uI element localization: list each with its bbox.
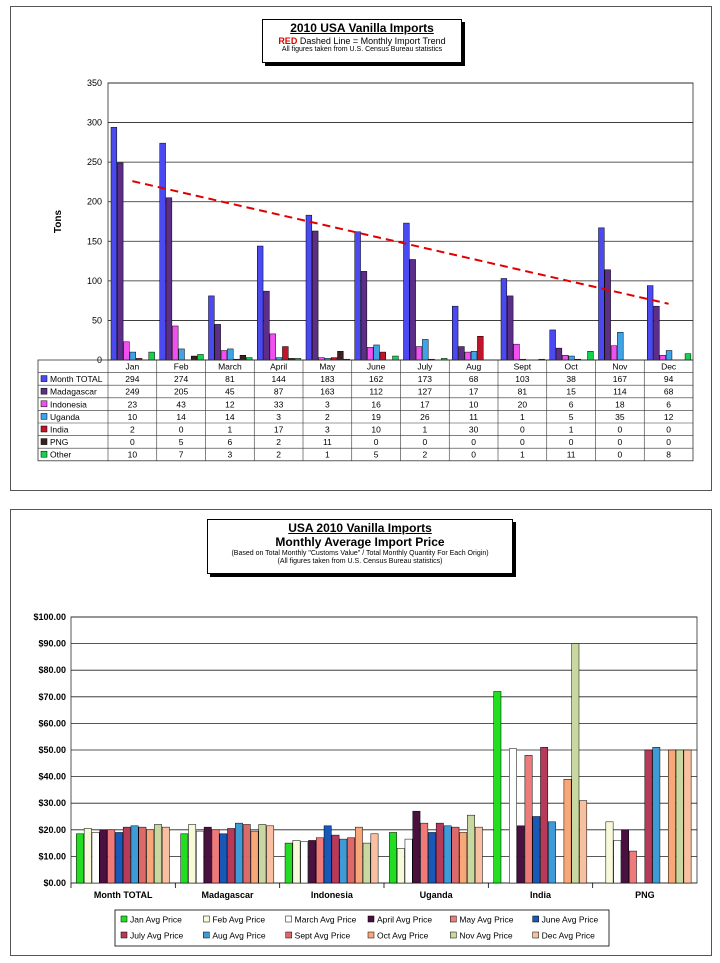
legend-swatch-month-total (41, 376, 47, 382)
x-tick-label: India (529, 890, 552, 900)
bar-dec-avg-price-month-total (162, 827, 169, 883)
legend-label-dec-avg-price: Dec Avg Price (541, 930, 595, 941)
x-tick-label: May (319, 361, 336, 372)
bar-madagascar-aug (459, 347, 465, 360)
x-tick-label: Aug (466, 361, 482, 372)
chart2-svg (11, 510, 711, 955)
legend-swatch-india (41, 426, 47, 432)
table-value-month-total-may: 183 (320, 374, 335, 385)
bar-month-total-april (257, 246, 263, 360)
bar-month-total-sept (501, 278, 507, 360)
bar-other-feb (198, 354, 204, 360)
table-value-uganda-dec: 12 (663, 411, 674, 422)
bar-madagascar-sept (507, 296, 513, 360)
bar-png-feb (191, 356, 197, 360)
table-value-uganda-nov: 35 (615, 411, 625, 422)
table-value-uganda-aug: 11 (469, 411, 479, 422)
bar-sept-avg-price-month-total (139, 827, 146, 883)
table-value-indonesia-oct: 6 (568, 399, 574, 410)
monthly-imports-chart-panel (10, 6, 712, 491)
bar-sept-avg-price-madagascar (243, 824, 250, 883)
bar-other-jan (149, 352, 155, 360)
bar-uganda-dec (666, 351, 672, 360)
bar-jan-avg-price-uganda (389, 832, 396, 883)
x-tick-label: Sept (513, 361, 532, 372)
y-tick-label: 150 (86, 236, 102, 247)
bar-madagascar-april (264, 291, 270, 360)
chart2-subtitle: Monthly Average Import Price (275, 534, 445, 549)
legend-label-sept-avg-price: Sept Avg Price (294, 930, 351, 941)
bar-month-total-nov (599, 228, 605, 360)
legend-swatch-nov-avg-price (450, 932, 456, 938)
chart1-svg (11, 7, 711, 490)
table-value-madagascar-nov: 114 (613, 386, 627, 397)
bar-month-total-jan (111, 127, 117, 360)
bar-april-avg-price-uganda (413, 811, 420, 883)
table-value-indonesia-dec: 6 (666, 399, 671, 410)
bar-madagascar-june (361, 271, 367, 360)
y-tick-label: $80.00 (38, 665, 66, 676)
y-tick-label: $50.00 (38, 745, 66, 755)
bar-nov-avg-price-uganda (467, 815, 474, 883)
table-value-uganda-oct: 5 (568, 411, 574, 422)
bar-indonesia-sept (514, 344, 520, 360)
bar-jan-avg-price-month-total (76, 834, 83, 883)
table-value-png-jan: 0 (130, 437, 135, 448)
y-tick-label: $70.00 (38, 691, 66, 702)
bar-uganda-aug (471, 351, 477, 360)
table-value-uganda-july: 26 (420, 411, 430, 422)
table-value-indonesia-sept: 20 (517, 399, 528, 410)
table-value-madagascar-july: 127 (417, 386, 432, 397)
legend-label-uganda: Uganda (50, 411, 80, 422)
y-tick-label: 300 (86, 117, 102, 128)
table-value-uganda-june: 19 (371, 411, 381, 422)
table-value-png-july: 0 (422, 437, 428, 448)
bar-march-avg-price-month-total (92, 832, 99, 883)
bar-july-avg-price-png (645, 750, 652, 883)
table-value-png-feb: 5 (178, 437, 184, 448)
chart1-subtitle-rest: Dashed Line = Monthly Import Trend (297, 35, 446, 46)
y-tick-label: $40.00 (38, 771, 66, 782)
y-tick-label: 200 (86, 196, 102, 207)
table-value-madagascar-aug: 17 (468, 386, 479, 397)
table-value-indonesia-nov: 18 (615, 399, 625, 410)
table-value-png-may: 11 (322, 437, 332, 448)
table-value-uganda-feb: 14 (176, 411, 186, 422)
bar-other-oct (588, 351, 594, 360)
bar-sept-avg-price-indonesia (347, 838, 354, 883)
bar-june-avg-price-month-total (115, 832, 122, 883)
bar-nov-avg-price-indonesia (363, 843, 370, 883)
bar-dec-avg-price-madagascar (267, 826, 274, 883)
table-value-png-dec: 0 (666, 437, 671, 448)
bar-other-dec (685, 354, 691, 360)
bar-uganda-july (422, 339, 428, 360)
bar-madagascar-may (312, 231, 318, 360)
bar-june-avg-price-madagascar (220, 834, 227, 883)
table-value-madagascar-june: 112 (369, 386, 383, 397)
legend-swatch-oct-avg-price (368, 932, 374, 938)
table-value-india-march: 1 (227, 424, 233, 435)
legend-box (115, 910, 609, 946)
legend-swatch-feb-avg-price (203, 916, 209, 922)
bar-indonesia-jan (124, 342, 130, 360)
y-tick-label: $60.00 (38, 718, 66, 729)
legend-swatch-june-avg-price (533, 916, 539, 922)
table-value-other-feb: 7 (178, 449, 184, 460)
bar-oct-avg-price-month-total (147, 830, 154, 883)
legend-swatch-png (41, 439, 47, 445)
bar-jan-avg-price-indonesia (285, 843, 292, 883)
bar-feb-avg-price-indonesia (293, 840, 300, 883)
bar-jan-avg-price-madagascar (181, 834, 188, 883)
legend-swatch-madagascar (41, 388, 47, 394)
table-value-indonesia-march: 12 (225, 399, 235, 410)
table-value-uganda-sept: 1 (520, 411, 525, 422)
bar-dec-avg-price-india (580, 801, 587, 883)
table-value-uganda-jan: 10 (127, 411, 138, 422)
legend-label-month-total: Month TOTAL (50, 374, 103, 385)
legend-label-other: Other (50, 449, 72, 460)
table-value-uganda-may: 2 (325, 411, 330, 422)
x-tick-label: Dec (661, 361, 677, 372)
legend-label-aug-avg-price: Aug Avg Price (212, 930, 266, 941)
table-value-indonesia-jan: 23 (127, 399, 138, 410)
table-value-month-total-april: 144 (271, 374, 286, 385)
bar-month-total-oct (550, 330, 556, 360)
legend-swatch-jan-avg-price (121, 916, 127, 922)
bar-march-avg-price-madagascar (196, 831, 203, 883)
table-value-madagascar-may: 163 (320, 386, 335, 397)
bar-april-avg-price-madagascar (204, 827, 211, 883)
table-value-indonesia-april: 33 (273, 399, 284, 410)
x-tick-label: April (270, 361, 288, 372)
table-value-indonesia-may: 3 (325, 399, 330, 410)
bar-dec-avg-price-indonesia (371, 834, 378, 883)
table-value-india-feb: 0 (178, 424, 184, 435)
bar-indonesia-dec (660, 355, 666, 360)
bar-uganda-march (227, 349, 233, 360)
bar-nov-avg-price-india (572, 644, 579, 883)
bar-feb-avg-price-png (606, 822, 613, 883)
bar-dec-avg-price-png (684, 750, 691, 883)
bar-oct-avg-price-uganda (460, 832, 467, 883)
y-tick-label: $100.00 (33, 612, 66, 622)
bar-nov-avg-price-month-total (154, 824, 161, 883)
x-tick-label: Uganda (419, 890, 453, 900)
legend-swatch-sept-avg-price (286, 932, 292, 938)
table-value-png-nov: 0 (617, 437, 623, 448)
table-value-uganda-april: 3 (276, 411, 281, 422)
bar-indonesia-aug (465, 352, 471, 360)
table-value-month-total-dec: 94 (663, 374, 674, 385)
bar-aug-avg-price-uganda (444, 826, 451, 883)
table-value-indonesia-june: 16 (371, 399, 381, 410)
legend-label-july-avg-price: July Avg Price (130, 930, 184, 941)
bar-uganda-oct (569, 356, 575, 360)
table-value-india-april: 17 (273, 424, 284, 435)
table-value-india-oct: 1 (568, 424, 574, 435)
bar-png-may (338, 351, 344, 360)
table-value-india-nov: 0 (617, 424, 623, 435)
table-value-other-dec: 8 (666, 449, 671, 460)
bar-feb-avg-price-month-total (84, 828, 91, 883)
table-value-png-sept: 0 (520, 437, 525, 448)
bar-indonesia-july (416, 347, 422, 360)
legend-swatch-indonesia (41, 401, 47, 407)
bar-india-april (282, 347, 288, 360)
y-tick-label: 100 (86, 275, 102, 286)
legend-swatch-march-avg-price (286, 916, 292, 922)
legend-label-india: India (50, 424, 69, 435)
bar-oct-avg-price-indonesia (355, 827, 362, 883)
bar-indonesia-feb (172, 326, 178, 360)
bar-july-avg-price-india (541, 747, 548, 883)
chart2-note-1: (Based on Total Monthly "Customs Value" / Total Monthly Quantity For Each Origin) (231, 549, 489, 557)
bar-oct-avg-price-png (668, 750, 675, 883)
bar-june-avg-price-uganda (428, 832, 435, 883)
bar-oct-avg-price-india (564, 779, 571, 883)
bar-july-avg-price-madagascar (228, 828, 235, 883)
bar-nov-avg-price-madagascar (259, 824, 266, 883)
legend-label-jan-avg-price: Jan Avg Price (130, 914, 182, 925)
bar-april-avg-price-indonesia (308, 840, 315, 883)
table-value-india-jan: 2 (130, 424, 135, 435)
x-tick-label: Nov (612, 361, 628, 372)
table-value-indonesia-july: 17 (420, 399, 430, 410)
bar-month-total-aug (452, 306, 458, 360)
bar-may-avg-price-uganda (421, 823, 428, 883)
bar-oct-avg-price-madagascar (251, 831, 258, 883)
legend-swatch-aug-avg-price (203, 932, 209, 938)
table-value-png-april: 2 (276, 437, 281, 448)
bar-uganda-jan (130, 352, 136, 360)
legend-label-april-avg-price: April Avg Price (377, 914, 433, 925)
bar-sept-avg-price-uganda (452, 827, 459, 883)
bar-madagascar-nov (605, 270, 611, 360)
bar-uganda-feb (179, 349, 185, 360)
legend-swatch-may-avg-price (450, 916, 456, 922)
bar-aug-avg-price-png (653, 747, 660, 883)
table-value-india-june: 10 (371, 424, 381, 435)
y-tick-label: 0 (96, 355, 102, 365)
table-value-madagascar-feb: 205 (174, 386, 189, 397)
bar-july-avg-price-indonesia (332, 835, 339, 883)
table-value-india-may: 3 (325, 424, 330, 435)
bar-uganda-nov (617, 332, 623, 360)
table-value-other-july: 2 (422, 449, 428, 460)
bar-feb-avg-price-madagascar (189, 824, 196, 883)
table-value-madagascar-sept: 81 (517, 386, 528, 397)
table-value-madagascar-april: 87 (273, 386, 284, 397)
legend-label-june-avg-price: June Avg Price (541, 914, 599, 925)
legend-label-madagascar: Madagascar (50, 386, 97, 397)
table-value-madagascar-dec: 68 (663, 386, 674, 397)
legend-swatch-april-avg-price (368, 916, 374, 922)
table-value-india-dec: 0 (666, 424, 671, 435)
table-value-month-total-feb: 274 (174, 374, 189, 385)
table-value-indonesia-feb: 43 (176, 399, 186, 410)
bar-march-avg-price-png (614, 840, 621, 883)
legend-swatch-july-avg-price (121, 932, 127, 938)
table-value-other-sept: 1 (520, 449, 525, 460)
table-value-other-nov: 0 (617, 449, 623, 460)
y-tick-label: $30.00 (38, 798, 66, 809)
bar-june-avg-price-indonesia (324, 826, 331, 883)
y-tick-label: $20.00 (38, 824, 66, 835)
table-value-month-total-nov: 167 (612, 374, 627, 385)
chart1-source-note: All figures taken from U.S. Census Bureau statistics (281, 46, 443, 54)
bar-feb-avg-price-uganda (397, 848, 404, 883)
x-tick-label: PNG (635, 890, 655, 900)
table-value-india-aug: 30 (468, 424, 479, 435)
bar-may-avg-price-india (525, 755, 532, 883)
table-value-madagascar-march: 45 (225, 386, 235, 397)
bar-july-avg-price-uganda (436, 823, 443, 883)
x-tick-label: Madagascar (201, 890, 254, 900)
bar-aug-avg-price-india (548, 822, 555, 883)
bar-june-avg-price-india (533, 817, 540, 884)
y-tick-label: 350 (86, 78, 102, 88)
bar-dec-avg-price-uganda (475, 827, 482, 883)
table-value-uganda-march: 14 (225, 411, 235, 422)
y-tick-label: $10.00 (38, 851, 66, 862)
x-tick-label: Jan (125, 361, 140, 372)
bar-madagascar-feb (166, 198, 172, 360)
bar-march-avg-price-indonesia (301, 842, 308, 883)
table-value-madagascar-jan: 249 (125, 386, 140, 397)
y-tick-label: 50 (91, 315, 102, 326)
avg-price-chart-panel (10, 509, 712, 956)
table-value-png-aug: 0 (471, 437, 476, 448)
table-value-month-total-june: 162 (369, 374, 384, 385)
table-value-png-march: 6 (227, 437, 233, 448)
bar-indonesia-oct (562, 355, 568, 360)
table-value-other-june: 5 (373, 449, 379, 460)
bar-nov-avg-price-png (676, 750, 683, 883)
bar-april-avg-price-png (621, 830, 628, 883)
bar-madagascar-dec (654, 306, 660, 360)
bar-india-aug (477, 336, 483, 360)
x-tick-label: July (417, 361, 433, 372)
bar-may-avg-price-madagascar (212, 830, 219, 883)
bar-april-avg-price-india (517, 826, 524, 883)
bar-month-total-may (306, 215, 312, 360)
bar-aug-avg-price-month-total (131, 826, 138, 883)
bar-indonesia-nov (611, 346, 617, 360)
table-value-indonesia-aug: 10 (468, 399, 479, 410)
chart1-subtitle-red: RED (278, 35, 298, 46)
bar-png-march (240, 355, 246, 360)
bar-jan-avg-price-india (494, 691, 501, 883)
legend-label-oct-avg-price: Oct Avg Price (377, 930, 429, 941)
table-value-india-july: 1 (422, 424, 428, 435)
bar-india-june (380, 352, 386, 360)
table-value-other-oct: 11 (566, 449, 576, 460)
table-value-month-total-oct: 38 (566, 374, 576, 385)
table-value-other-april: 2 (276, 449, 281, 460)
legend-label-png: PNG (50, 437, 69, 448)
bar-april-avg-price-month-total (100, 830, 107, 883)
legend-label-indonesia: Indonesia (50, 399, 87, 410)
x-tick-label: Feb (173, 361, 189, 372)
bar-month-total-june (355, 232, 361, 360)
bar-march-avg-price-uganda (405, 839, 412, 883)
table-value-other-jan: 10 (127, 449, 138, 460)
chart2-note-2: (All figures taken from U.S. Census Bureau statistics) (277, 557, 443, 565)
bar-madagascar-march (215, 324, 221, 360)
table-value-png-oct: 0 (568, 437, 574, 448)
y-tick-label: $90.00 (38, 638, 66, 649)
y-tick-label: 250 (86, 157, 102, 168)
legend-label-nov-avg-price: Nov Avg Price (459, 930, 513, 941)
bar-month-total-dec (647, 286, 653, 360)
bar-indonesia-june (367, 347, 373, 360)
legend-label-may-avg-price: May Avg Price (459, 914, 514, 925)
bar-madagascar-july (410, 259, 416, 360)
x-tick-label: Month TOTAL (93, 890, 153, 900)
table-value-other-march: 3 (227, 449, 233, 460)
y-tick-label: $0.00 (43, 878, 66, 888)
bar-aug-avg-price-madagascar (235, 823, 242, 883)
chart2-title: USA 2010 Vanilla Imports (288, 521, 432, 535)
table-value-month-total-july: 173 (417, 374, 432, 385)
bar-uganda-june (374, 345, 380, 360)
y-axis-label: Tons (53, 209, 64, 234)
bar-month-total-feb (160, 143, 166, 360)
bar-july-avg-price-month-total (123, 827, 130, 883)
bar-indonesia-april (270, 334, 276, 360)
bar-march-avg-price-india (509, 749, 516, 883)
bar-madagascar-jan (117, 163, 123, 360)
legend-label-march-avg-price: March Avg Price (294, 914, 357, 925)
table-value-other-aug: 0 (471, 449, 476, 460)
bar-may-avg-price-png (629, 851, 636, 883)
legend-label-feb-avg-price: Feb Avg Price (212, 914, 266, 925)
table-value-month-total-aug: 68 (468, 374, 479, 385)
x-tick-label: Indonesia (310, 890, 353, 900)
table-value-month-total-sept: 103 (515, 374, 530, 385)
table-value-month-total-march: 81 (225, 374, 235, 385)
legend-swatch-uganda (41, 413, 47, 419)
bar-may-avg-price-indonesia (316, 838, 323, 883)
table-value-month-total-jan: 294 (125, 374, 140, 385)
x-tick-label: Oct (564, 361, 578, 372)
table-value-other-may: 1 (325, 449, 330, 460)
bar-indonesia-march (221, 351, 227, 360)
bar-madagascar-oct (556, 348, 562, 360)
bar-month-total-march (209, 296, 215, 360)
bar-other-june (393, 356, 399, 360)
x-tick-label: June (366, 361, 386, 372)
legend-swatch-dec-avg-price (533, 932, 539, 938)
table-value-india-sept: 0 (520, 424, 525, 435)
table-value-png-june: 0 (373, 437, 379, 448)
legend-swatch-other (41, 451, 47, 457)
chart1-title: 2010 USA Vanilla Imports (290, 21, 434, 35)
table-value-madagascar-oct: 15 (566, 386, 576, 397)
bar-may-avg-price-month-total (108, 830, 115, 883)
x-tick-label: March (218, 361, 242, 372)
bar-aug-avg-price-indonesia (340, 839, 347, 883)
